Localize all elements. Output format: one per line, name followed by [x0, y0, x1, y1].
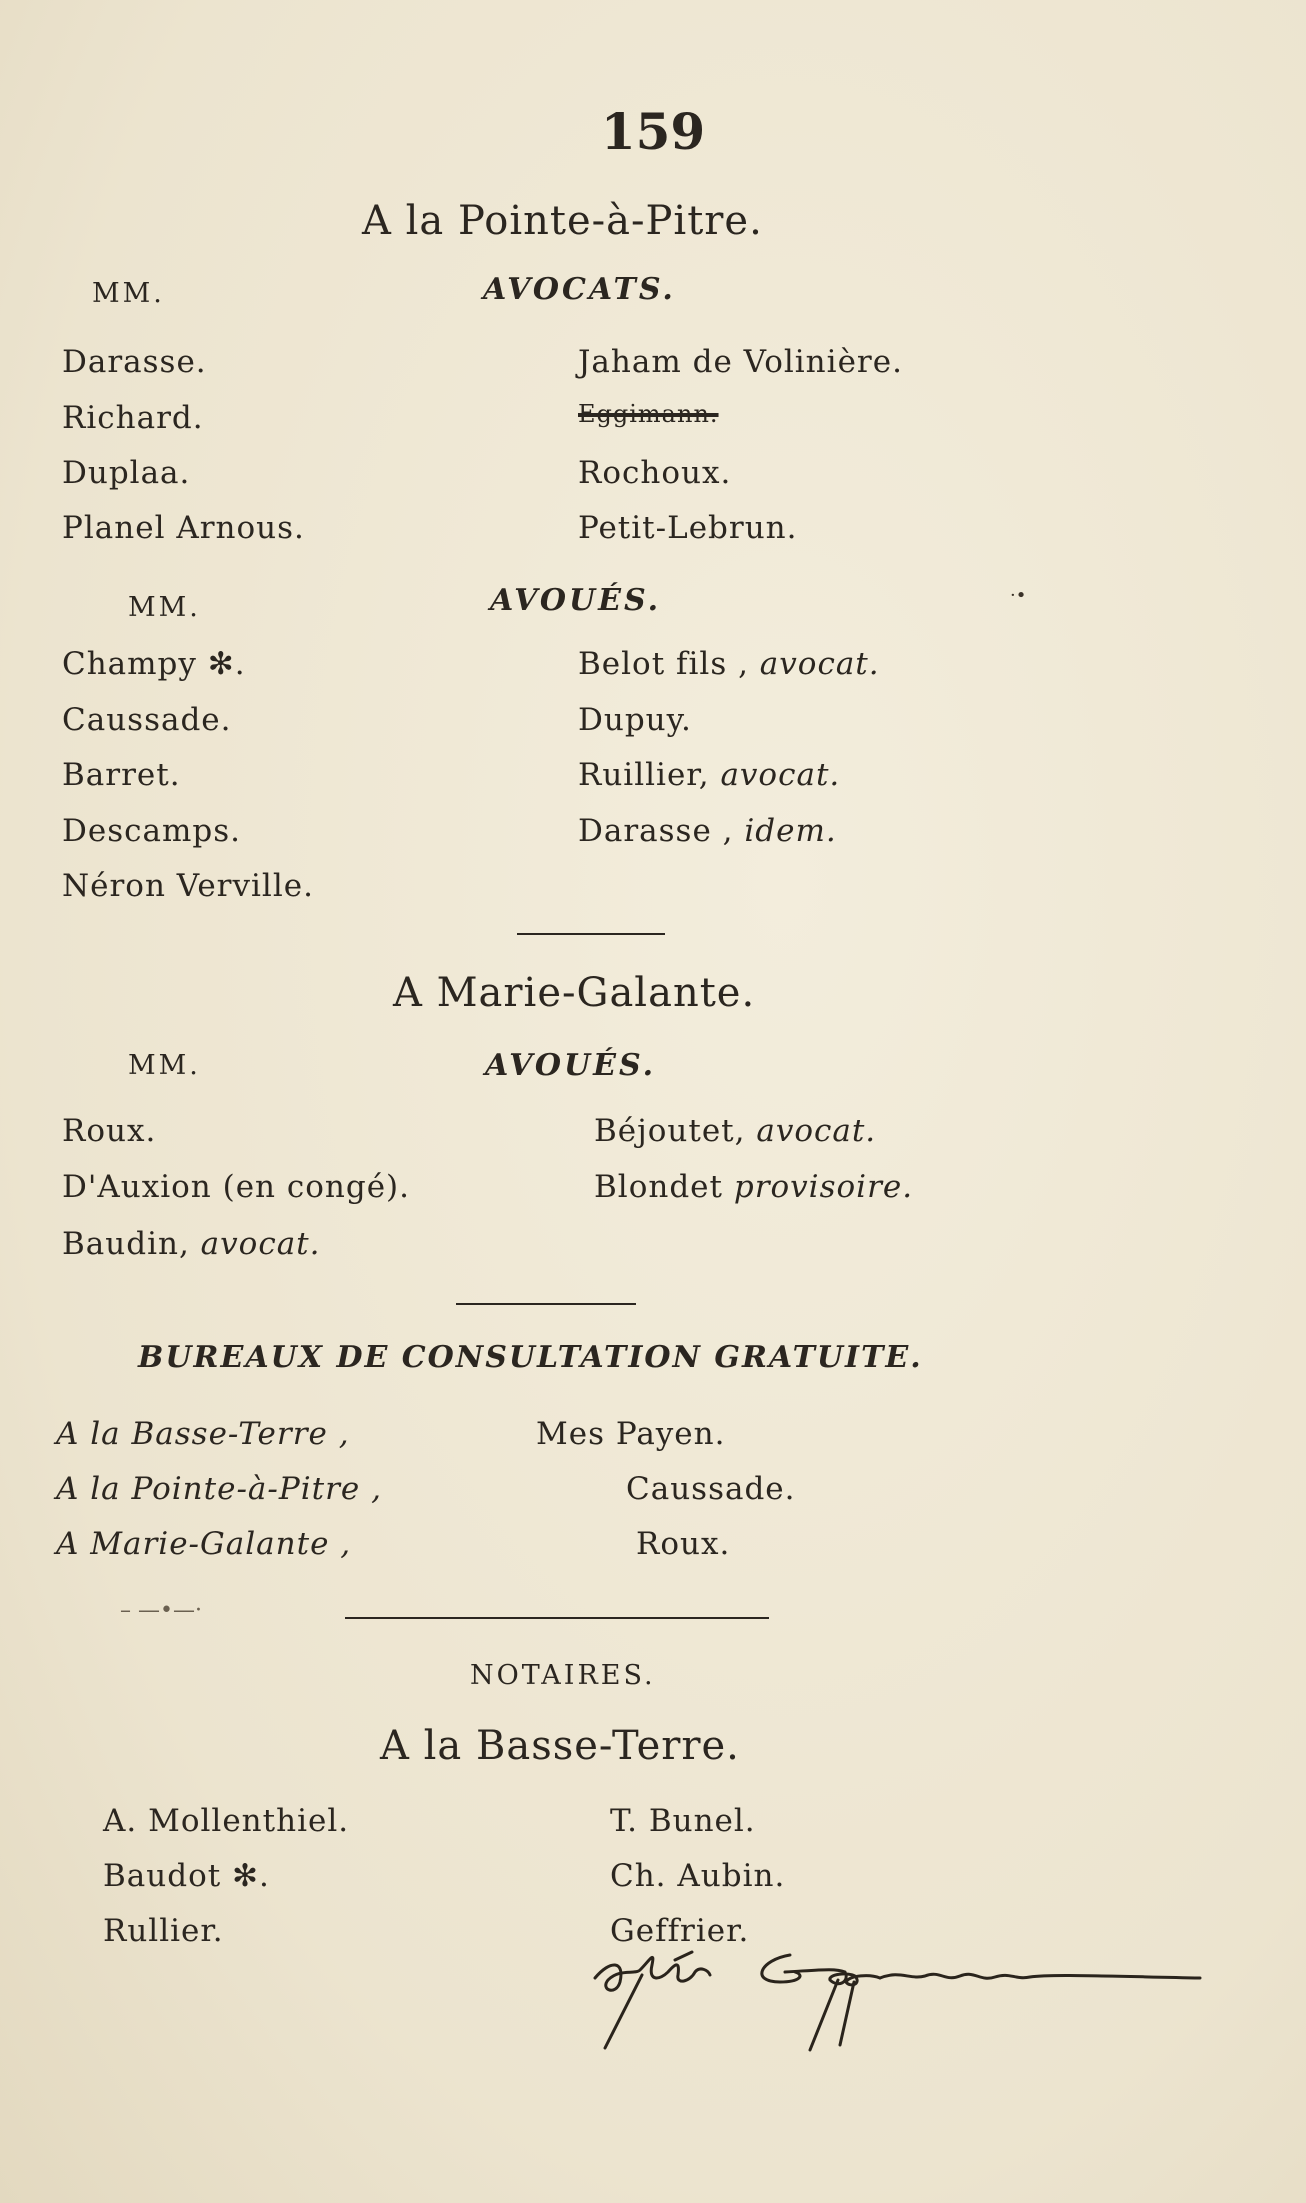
ink-speck: ·•: [1010, 585, 1027, 606]
bureau-place: A Marie-Galante ,: [56, 1526, 352, 1562]
list-item: Petit-Lebrun.: [578, 510, 798, 546]
bureau-place: A la Basse-Terre ,: [56, 1416, 350, 1452]
bureau-name: Roux.: [636, 1526, 731, 1562]
page-number: 159: [600, 102, 706, 161]
list-item: Planel Arnous.: [62, 510, 305, 546]
ornament-icon: – —•—·: [120, 1598, 202, 1623]
entry-note: avocat.: [720, 757, 841, 793]
avoues-heading: AVOUÉS.: [490, 583, 662, 618]
mm-label: MM.: [128, 592, 201, 623]
list-item: Richard.: [62, 400, 204, 436]
bureaux-heading: BUREAUX DE CONSULTATION GRATUITE.: [138, 1340, 923, 1375]
entry-name: Belot fils ,: [578, 646, 749, 682]
list-item: A. Mollenthiel.: [103, 1803, 350, 1839]
notaires-subheading: A la Basse-Terre.: [380, 1723, 740, 1769]
entry-note: avocat.: [756, 1113, 877, 1149]
list-item: Rullier.: [103, 1913, 224, 1949]
list-item: [578, 646, 880, 682]
list-item: [578, 813, 837, 849]
list-item: [62, 1113, 156, 1149]
entry-note: avocat.: [200, 1226, 321, 1262]
list-item: T. Bunel.: [610, 1803, 756, 1839]
list-item: Geffrier.: [610, 1913, 750, 1949]
entry-note: avocat.: [759, 646, 880, 682]
entry-note: provisoire.: [733, 1169, 914, 1205]
list-item: Champy ✻.: [62, 646, 246, 682]
entry-name: Béjoutet,: [594, 1113, 746, 1149]
divider: [517, 933, 665, 935]
entry-note: idem.: [744, 813, 837, 849]
bureau-name: Mes Payen.: [536, 1416, 726, 1452]
divider: [456, 1303, 636, 1305]
entry-name: Baudin,: [62, 1226, 190, 1262]
entry-name: D'Auxion (en congé).: [62, 1169, 410, 1205]
entry-name: Ruillier,: [578, 757, 710, 793]
entry-name: Roux.: [62, 1113, 157, 1149]
entry-name: Darasse ,: [578, 813, 734, 849]
list-item: Ch. Aubin.: [610, 1858, 786, 1894]
avoues-heading: AVOUÉS.: [485, 1048, 657, 1083]
section-heading-marie-galante: A Marie-Galante.: [393, 970, 756, 1016]
list-item: [62, 1226, 321, 1262]
mm-label: MM.: [92, 278, 165, 309]
list-item: Descamps.: [62, 813, 241, 849]
list-item: Baudot ✻.: [103, 1858, 270, 1894]
list-item: Rochoux.: [578, 455, 732, 491]
avocats-heading: AVOCATS.: [483, 272, 676, 307]
list-item: Jaham de Volinière.: [578, 344, 903, 380]
bureau-name: Caussade.: [626, 1471, 796, 1507]
list-item: [594, 1169, 913, 1205]
list-item: [62, 1169, 410, 1205]
list-item: Barret.: [62, 757, 181, 793]
list-item: [578, 702, 692, 738]
list-item: [594, 1113, 876, 1149]
handwritten-signature: [580, 1920, 1220, 2060]
entry-name: Blondet: [594, 1169, 723, 1205]
mm-label: MM.: [128, 1050, 201, 1081]
list-item: Darasse.: [62, 344, 207, 380]
list-item: Caussade.: [62, 702, 232, 738]
entry-name: Dupuy.: [578, 702, 692, 738]
notaires-heading: NOTAIRES.: [470, 1660, 656, 1691]
list-item: Néron Verville.: [62, 868, 314, 904]
section-heading-pointe-a-pitre: A la Pointe-à-Pitre.: [362, 198, 763, 244]
list-item: [578, 757, 840, 793]
divider: [345, 1617, 769, 1619]
bureau-place: A la Pointe-à-Pitre ,: [56, 1471, 382, 1507]
list-item: Duplaa.: [62, 455, 191, 491]
struck-name: Eggimann.: [578, 400, 719, 428]
